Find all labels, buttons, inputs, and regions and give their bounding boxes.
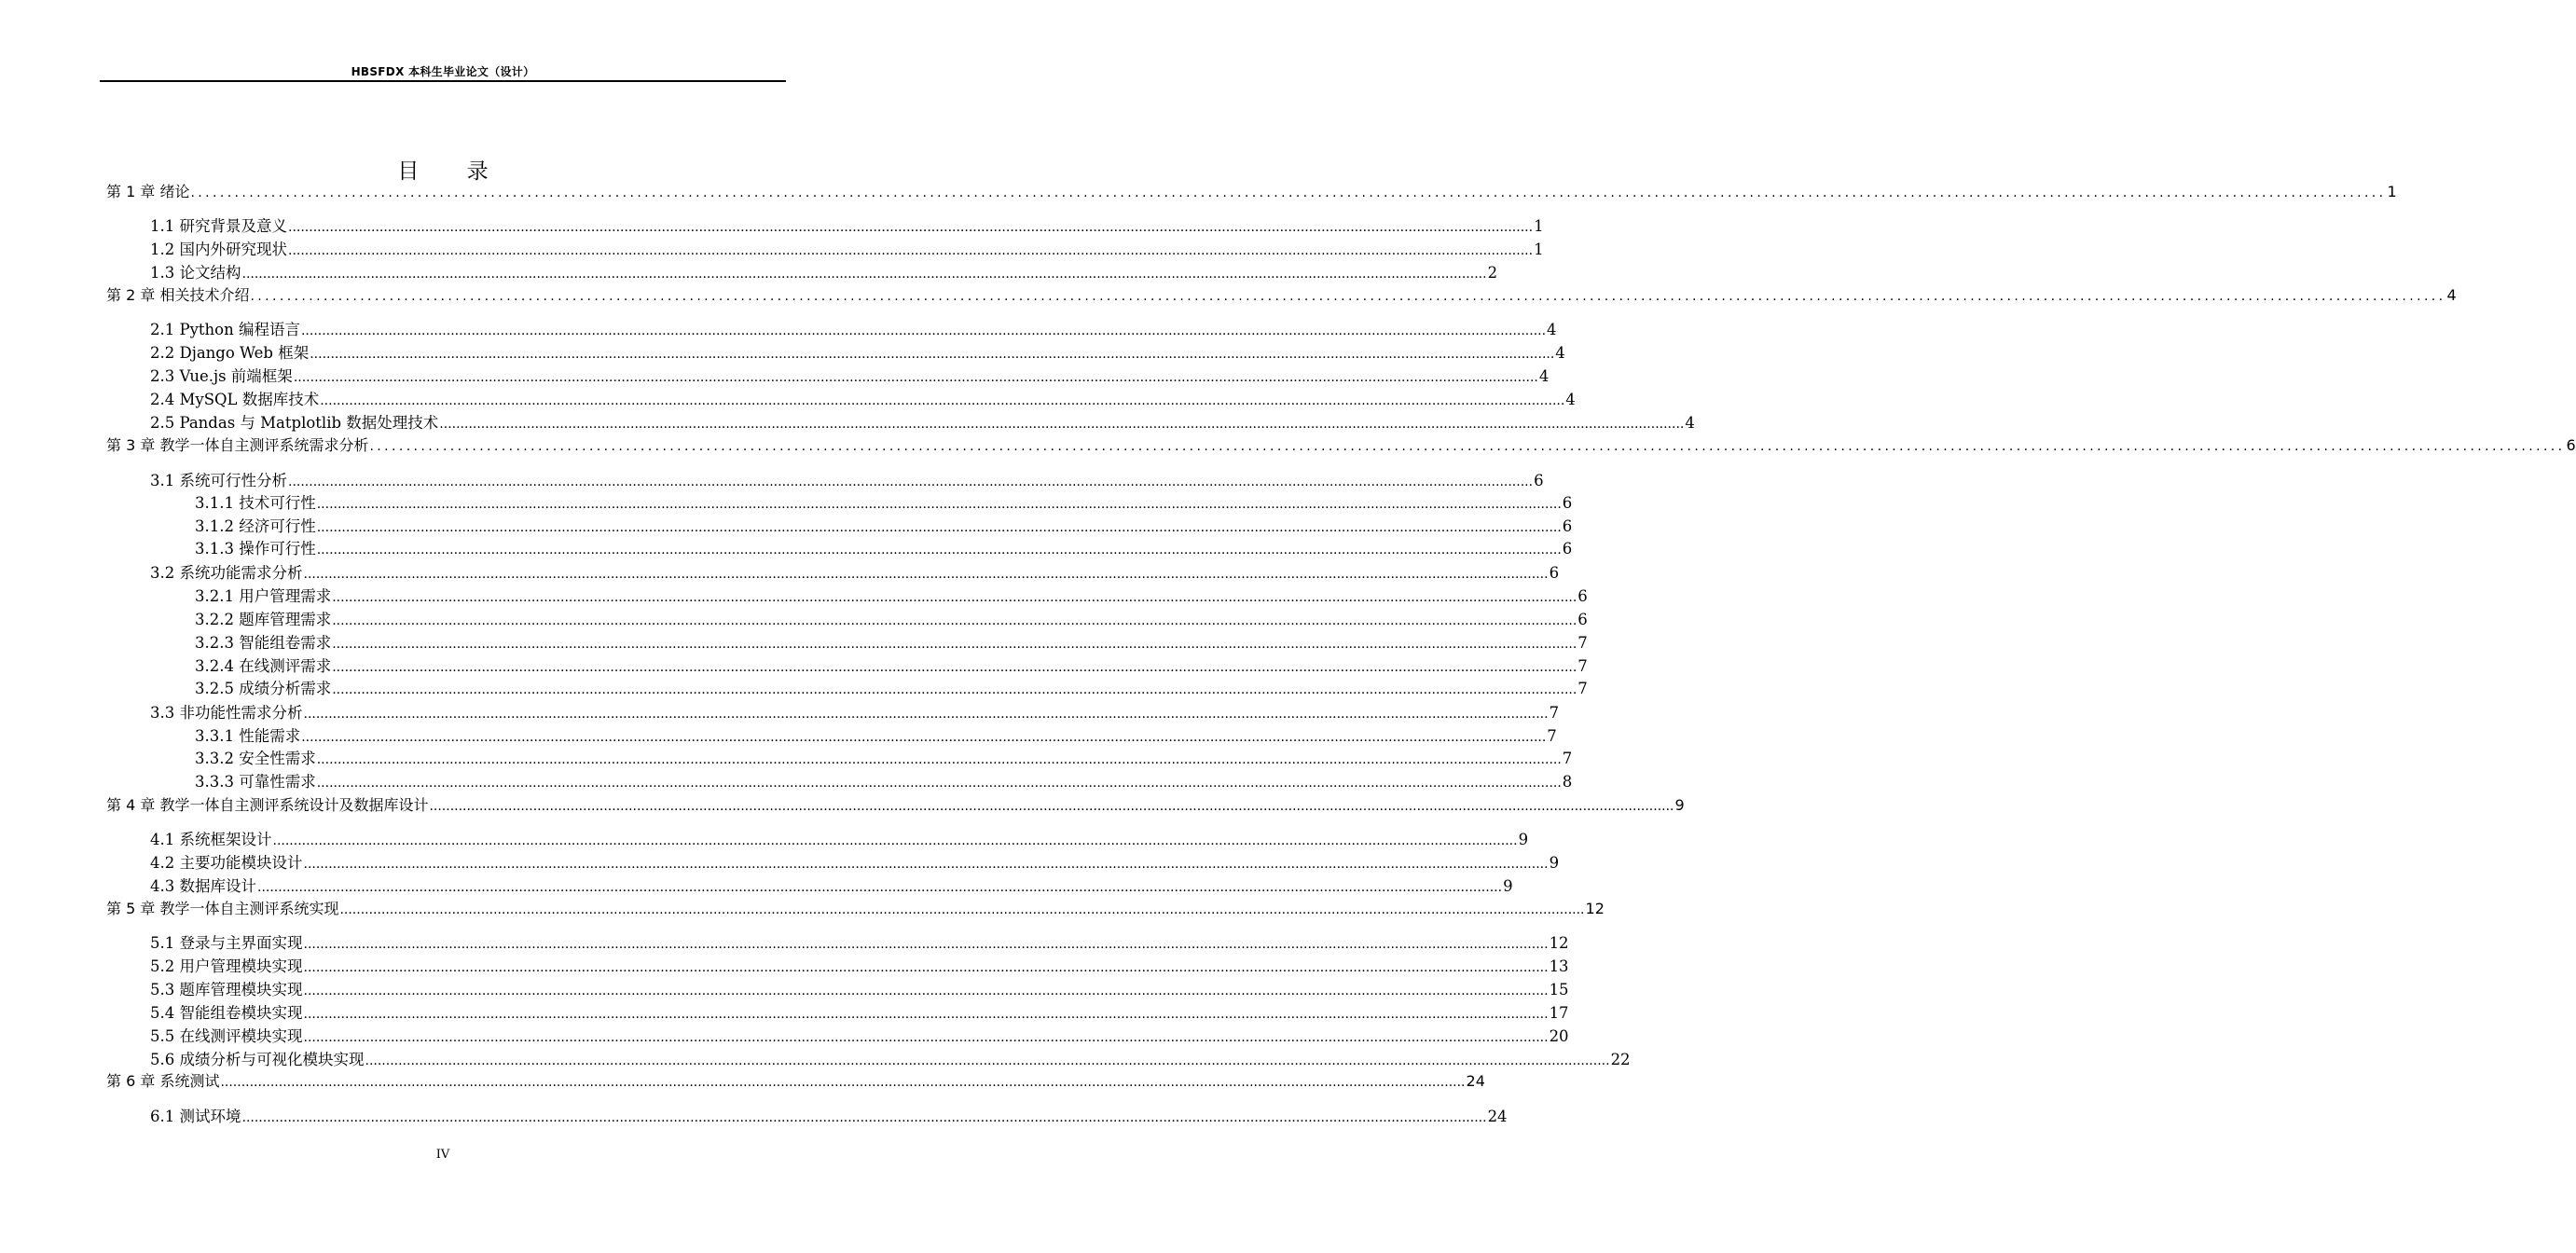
toc-leader-dots: ............................................................................................................................................................................................................................................................................................................ (303, 960, 1549, 975)
toc-section-entry (195, 607, 1588, 629)
toc-entry-label: 3.1.2 经济可行性 (195, 517, 316, 535)
toc-entry-page: 7 (1562, 750, 1573, 767)
toc-section-entry (195, 630, 1588, 653)
toc-entry-label: 2.4 MySQL 数据库技术 (150, 391, 320, 408)
toc-section-entry (195, 676, 1588, 698)
toc-entry-page: 7 (1577, 657, 1588, 675)
toc-entry-page: 7 (1577, 680, 1588, 697)
toc-leader-dots: ............................................................................................................................................................................................................................................................................................................ (303, 937, 1549, 952)
toc-leader-dots: ............................................................................................................................................................................................................................................................................................................ (332, 637, 1577, 652)
toc-entry-page: 9 (1549, 854, 1560, 872)
toc-entry-page: 4 (1685, 414, 1695, 432)
toc-entry-label: 2.3 Vue.js 前端框架 (150, 367, 293, 385)
toc-leader-dots: ............................................................................................................................................................................................................................................................................................................ (241, 267, 1487, 282)
toc-entry-label: 3.2 系统功能需求分析 (150, 564, 303, 582)
toc-leader-dots: ............................................................................................................................................................................................................................................................................................................ (303, 857, 1549, 872)
toc-chapter-entry (106, 434, 2576, 455)
toc-entry-label: 1.1 研究背景及意义 (150, 217, 287, 235)
toc-section-entry (150, 387, 1576, 409)
toc-entry-label: 1.3 论文结构 (150, 264, 241, 282)
toc-entry-label: 第 4 章 教学一体自主测评系统设计及数据库设计 (106, 796, 429, 814)
toc-entry-label: 2.5 Pandas 与 Matplotlib 数据处理技术 (150, 414, 439, 432)
toc-entry-page: 2 (1487, 264, 1498, 282)
toc-entry-label: 4.2 主要功能模块设计 (150, 854, 303, 872)
toc-entry-label: 3.3.2 安全性需求 (195, 750, 316, 767)
toc-entry-page: 6 (2566, 436, 2576, 454)
toc-chapter-entry (106, 180, 2397, 201)
toc-leader-dots: ............................................................................................................................................................................................................................................................................................................ (310, 347, 1555, 362)
toc-chapter-entry (106, 1069, 1485, 1091)
toc-entry-page: 15 (1549, 981, 1569, 998)
toc-section-entry (195, 584, 1588, 606)
toc-section-entry (195, 490, 1573, 513)
toc-entry-page: 7 (1577, 634, 1588, 652)
toc-entry-page: 1 (2387, 183, 2397, 200)
toc-leader-dots: ............................................................................................................................................................................................................................................................................................................ (316, 497, 1562, 512)
toc-entry-label: 5.2 用户管理模块实现 (150, 957, 303, 975)
toc-leader-dots: ............................................................................................................................................................................................................................................................................................................ (303, 707, 1549, 722)
toc-section-entry (150, 364, 1550, 386)
toc-entry-page: 9 (1674, 796, 1685, 814)
toc-entry-label: 3.1.3 操作可行性 (195, 540, 316, 558)
toc-section-entry (150, 317, 1557, 339)
toc-entry-label: 3.2.3 智能组卷需求 (195, 634, 332, 652)
toc-entry-page: 9 (1518, 831, 1529, 848)
toc-leader-dots: ............................................................................................................................................................................................................................................................................................................ (316, 543, 1562, 558)
toc-entry-page: 1 (1534, 241, 1544, 258)
toc-section-entry (150, 1024, 1569, 1046)
toc-entry-page: 17 (1549, 1004, 1569, 1022)
toc-leader-dots: ............................................................................................................................................................................................................................................................................................................ (250, 289, 2446, 304)
toc-leader-dots: ............................................................................................................................................................................................................................................................................................................ (288, 475, 1534, 489)
toc-entry-page: 12 (1549, 934, 1569, 952)
toc-leader-dots: ............................................................................................................................................................................................................................................................................................................ (288, 243, 1534, 258)
toc-entry-page: 6 (1562, 540, 1573, 558)
toc-section-entry (195, 654, 1588, 676)
toc-leader-dots: ............................................................................................................................................................................................................................................................................................................ (300, 324, 1547, 338)
toc-entry-page: 4 (1547, 321, 1557, 338)
toc-leader-dots: ............................................................................................................................................................................................................................................................................................................ (320, 393, 1565, 408)
toc-entry-label: 2.2 Django Web 框架 (150, 344, 310, 362)
toc-entry-page: 6 (1577, 611, 1588, 628)
toc-entry-label: 1.2 国内外研究现状 (150, 241, 287, 258)
toc-section-entry (150, 340, 1565, 363)
toc-entry-page: 6 (1577, 587, 1588, 605)
toc-section-entry (150, 1104, 1508, 1126)
toc-chapter-entry (106, 283, 2457, 305)
toc-entry-label: 4.3 数据库设计 (150, 877, 256, 895)
toc-leader-dots: ............................................................................................................................................................................................................................................................................................................ (303, 1030, 1549, 1045)
toc-entry-page: 8 (1562, 773, 1573, 791)
toc-leader-dots: ............................................................................................................................................................................................................................................................................................................ (220, 1075, 1466, 1090)
toc-section-entry (150, 954, 1569, 976)
toc-entry-label: 3.2.4 在线测评需求 (195, 657, 332, 675)
toc-section-entry (150, 930, 1569, 953)
toc-entry-label: 3.3 非功能性需求分析 (150, 704, 303, 722)
toc-entry-label: 3.3.1 性能需求 (195, 727, 301, 745)
toc-entry-label: 3.2.5 成绩分析需求 (195, 680, 332, 697)
toc-leader-dots: ............................................................................................................................................................................................................................................................................................................ (257, 880, 1503, 895)
toc-entry-page: 4 (1565, 391, 1576, 408)
toc-section-entry (150, 410, 1695, 433)
toc-entry-page: 7 (1549, 704, 1560, 722)
toc-entry-label: 第 3 章 教学一体自主测评系统需求分析 (106, 436, 369, 454)
toc-entry-label: 3.1.1 技术可行性 (195, 494, 316, 512)
toc-entry-page: 20 (1549, 1027, 1569, 1045)
toc-section-entry (195, 723, 1557, 746)
toc-entry-page: 6 (1562, 517, 1573, 535)
toc-leader-dots: ............................................................................................................................................................................................................................................................................................................ (301, 730, 1547, 745)
toc-section-entry (150, 700, 1560, 723)
toc-section-entry (150, 260, 1498, 282)
toc-leader-dots: ............................................................................................................................................................................................................................................................................................................ (288, 220, 1534, 235)
toc-leader-dots: ............................................................................................................................................................................................................................................................................................................ (332, 590, 1577, 605)
toc-entry-label: 5.4 智能组卷模块实现 (150, 1004, 303, 1022)
toc-entry-label: 第 6 章 系统测试 (106, 1072, 220, 1090)
toc-section-entry (150, 977, 1569, 999)
toc-leader-dots: ............................................................................................................................................................................................................................................................................................................ (303, 1007, 1549, 1022)
toc-chapter-entry (106, 793, 1685, 815)
toc-entry-page: 24 (1466, 1072, 1485, 1090)
toc-title: 目 录 (397, 159, 509, 185)
toc-entry-label: 3.3.3 可靠性需求 (195, 773, 316, 791)
toc-section-entry (195, 746, 1573, 768)
toc-entry-label: 5.5 在线测评模块实现 (150, 1027, 303, 1045)
toc-leader-dots: ............................................................................................................................................................................................................................................................................................................ (369, 439, 2566, 454)
toc-leader-dots: ............................................................................................................................................................................................................................................................................................................ (332, 660, 1577, 675)
toc-entry-label: 3.2.2 题库管理需求 (195, 611, 332, 628)
toc-entry-label: 4.1 系统框架设计 (150, 831, 272, 848)
toc-entry-page: 1 (1534, 217, 1544, 235)
toc-leader-dots: ............................................................................................................................................................................................................................................................................................................ (365, 1053, 1610, 1068)
toc-leader-dots: ............................................................................................................................................................................................................................................................................................................ (316, 520, 1562, 535)
toc-entry-label: 6.1 测试环境 (150, 1108, 241, 1125)
toc-entry-label: 第 1 章 绪论 (106, 183, 190, 200)
toc-chapter-entry (106, 897, 1605, 918)
toc-section-entry (150, 560, 1560, 583)
toc-leader-dots: ............................................................................................................................................................................................................................................................................................................ (332, 682, 1577, 697)
page-number: IV (435, 1148, 450, 1162)
toc-section-entry (195, 536, 1573, 558)
toc-entry-page: 22 (1610, 1051, 1631, 1068)
toc-entry-page: 7 (1547, 727, 1557, 745)
toc-section-entry (195, 514, 1573, 536)
toc-section-entry (150, 850, 1560, 873)
toc-section-entry (150, 1000, 1569, 1023)
toc-section-entry (150, 213, 1544, 236)
toc-entry-label: 5.6 成绩分析与可视化模块实现 (150, 1051, 365, 1068)
toc-leader-dots: ............................................................................................................................................................................................................................................................................................................ (293, 370, 1538, 385)
toc-leader-dots: ............................................................................................................................................................................................................................................................................................................ (316, 752, 1562, 767)
toc-leader-dots: ............................................................................................................................................................................................................................................................................................................ (190, 186, 2387, 200)
toc-section-entry (150, 237, 1544, 259)
toc-section-entry (195, 769, 1573, 792)
toc-section-entry (150, 874, 1513, 896)
toc-entry-label: 第 5 章 教学一体自主测评系统实现 (106, 900, 339, 917)
toc-entry-label: 第 2 章 相关技术介绍 (106, 286, 250, 304)
toc-leader-dots: ............................................................................................................................................................................................................................................................................................................ (241, 1110, 1487, 1125)
toc-entry-label: 3.2.1 用户管理需求 (195, 587, 332, 605)
toc-entry-page: 24 (1487, 1108, 1508, 1125)
toc-leader-dots: ............................................................................................................................................................................................................................................................................................................ (439, 417, 1685, 432)
toc-leader-dots: ............................................................................................................................................................................................................................................................................................................ (339, 902, 1585, 917)
header-rule (100, 80, 786, 82)
toc-entry-page: 6 (1549, 564, 1560, 582)
toc-leader-dots: ............................................................................................................................................................................................................................................................................................................ (303, 984, 1549, 998)
toc-leader-dots: ............................................................................................................................................................................................................................................................................................................ (332, 613, 1577, 628)
toc-leader-dots: ............................................................................................................................................................................................................................................................................................................ (316, 776, 1562, 791)
toc-entry-label: 5.3 题库管理模块实现 (150, 981, 303, 998)
toc-entry-page: 6 (1562, 494, 1573, 512)
toc-section-entry (150, 1047, 1631, 1069)
toc-entry-label: 5.1 登录与主界面实现 (150, 934, 303, 952)
toc-entry-label: 3.1 系统可行性分析 (150, 472, 287, 489)
page-header: HBSFDX 本科生毕业论文（设计） (351, 65, 535, 78)
toc-leader-dots: ............................................................................................................................................................................................................................................................................................................ (429, 799, 1674, 814)
toc-section-entry (150, 827, 1529, 849)
toc-entry-page: 4 (1538, 367, 1550, 385)
toc-entry-label: 2.1 Python 编程语言 (150, 321, 300, 338)
toc-entry-page: 4 (1555, 344, 1565, 362)
toc-leader-dots: ............................................................................................................................................................................................................................................................................................................ (303, 567, 1549, 582)
toc-entry-page: 4 (2446, 286, 2457, 304)
toc-entry-page: 6 (1534, 472, 1544, 489)
toc-section-entry (150, 468, 1544, 490)
toc-entry-page: 13 (1549, 957, 1569, 975)
toc-entry-page: 12 (1585, 900, 1605, 917)
toc-entry-page: 9 (1503, 877, 1513, 895)
toc-leader-dots: ............................................................................................................................................................................................................................................................................................................ (272, 833, 1518, 848)
